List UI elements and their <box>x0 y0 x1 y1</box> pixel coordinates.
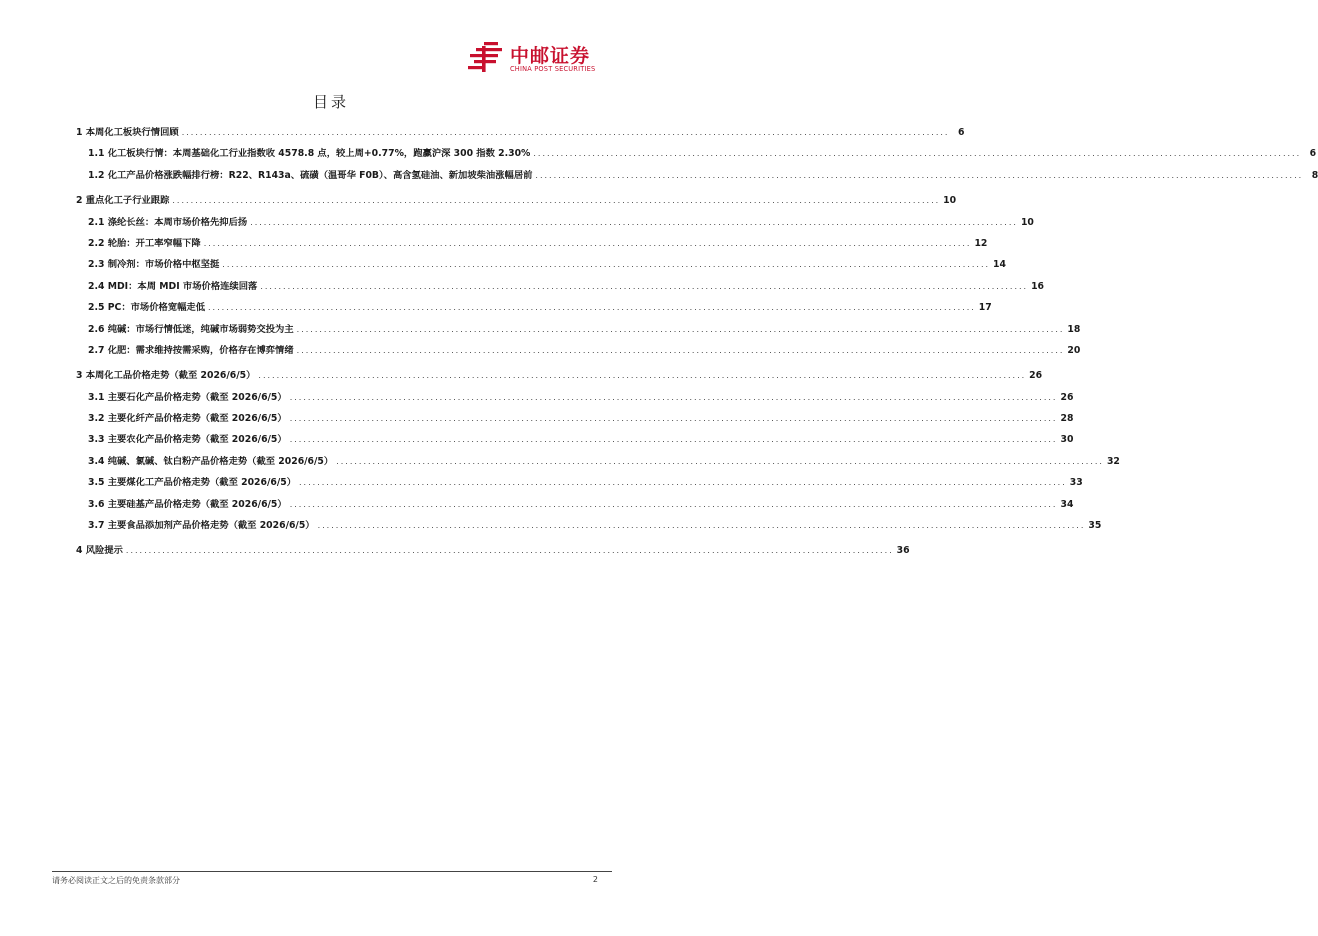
toc-page-number: 34 <box>1060 498 1074 510</box>
toc-dot-leader <box>297 344 1065 358</box>
toc-entry-title: 3.2 主要化纤产品价格走势（截至 2026/6/5） <box>88 413 287 425</box>
toc-page-number: 12 <box>974 237 988 249</box>
toc-dot-leader <box>336 455 1104 469</box>
toc-entry-title: 3 本周化工品价格走势（截至 2026/6/5） <box>76 370 256 382</box>
toc-subsection-entry[interactable] <box>76 280 1045 301</box>
toc-page-number: 30 <box>1060 434 1074 446</box>
toc-entry-title: 2.7 化肥：需求维持按需采购，价格存在博弈情绪 <box>88 344 294 356</box>
toc-dot-leader <box>172 194 940 208</box>
toc-page-number: 16 <box>1031 280 1045 292</box>
toc-dot-leader <box>290 412 1058 426</box>
brand-logo <box>466 40 616 74</box>
page-title: 目录 <box>312 93 349 111</box>
toc-subsection-entry[interactable] <box>76 237 988 258</box>
toc-page-number: 35 <box>1088 520 1102 532</box>
toc-subsection-entry[interactable] <box>76 216 1034 237</box>
toc-dot-leader <box>126 544 894 558</box>
toc-dot-leader <box>533 147 1301 161</box>
toc-page-number: 17 <box>978 302 992 314</box>
toc-page-number: 26 <box>1060 391 1074 403</box>
toc-page-number: 32 <box>1106 455 1120 467</box>
toc-page-number: 20 <box>1067 344 1081 356</box>
toc-page-number: 10 <box>1020 216 1034 228</box>
toc-dot-leader <box>250 216 1018 230</box>
toc-entry-title: 1 本周化工板块行情回顾 <box>76 127 179 138</box>
toc-entry-title: 2.4 MDI：本周 MDI 市场价格连续回落 <box>88 280 258 292</box>
footer-divider <box>52 871 612 872</box>
toc-dot-leader <box>222 258 990 272</box>
toc-entry-title: 2.3 制冷剂：市场价格中枢坚挺 <box>88 259 220 271</box>
brand-name-en: CHINA POST SECURITIES <box>510 65 596 73</box>
toc-subsection-entry[interactable] <box>76 323 1081 344</box>
toc-page-number: 18 <box>1067 323 1081 335</box>
toc-subsection-entry[interactable] <box>76 258 1006 279</box>
toc-page-number: 28 <box>1060 413 1074 425</box>
toc-page-number: 33 <box>1069 477 1083 489</box>
toc-dot-leader <box>318 519 1086 533</box>
toc-section-entry[interactable] <box>76 126 965 147</box>
toc-section-entry[interactable] <box>76 544 910 565</box>
toc-section-entry[interactable] <box>76 369 1043 390</box>
toc-dot-leader <box>258 369 1026 383</box>
toc-subsection-entry[interactable] <box>76 344 1081 365</box>
toc-dot-leader <box>535 169 1303 183</box>
toc-entry-title: 2.1 涤纶长丝：本周市场价格先抑后扬 <box>88 216 248 228</box>
toc-dot-leader <box>297 323 1065 337</box>
toc-page-number: 8 <box>1311 169 1318 181</box>
table-of-contents <box>76 126 1318 566</box>
toc-entry-title: 3.5 主要煤化工产品价格走势（截至 2026/6/5） <box>88 477 296 489</box>
toc-dot-leader <box>208 301 976 315</box>
brand-name-cn: 中邮证券 <box>510 45 591 67</box>
toc-subsection-entry[interactable] <box>76 498 1074 519</box>
toc-dot-leader <box>182 126 950 140</box>
toc-section-entry[interactable] <box>76 194 957 215</box>
toc-subsection-entry[interactable] <box>76 391 1074 412</box>
toc-entry-title: 2.2 轮胎：开工率窄幅下降 <box>88 237 201 249</box>
toc-entry-title: 3.7 主要食品添加剂产品价格走势（截至 2026/6/5） <box>88 520 315 532</box>
toc-subsection-entry[interactable] <box>76 519 1102 540</box>
toc-subsection-entry[interactable] <box>76 476 1083 497</box>
footer-page-number: 2 <box>592 875 598 884</box>
toc-dot-leader <box>260 280 1028 294</box>
toc-subsection-entry[interactable] <box>76 147 1317 168</box>
toc-dot-leader <box>290 433 1058 447</box>
toc-subsection-entry[interactable] <box>76 169 1318 190</box>
toc-entry-title: 1.1 化工板块行情：本周基础化工行业指数收 4578.8 点，较上周+0.77%，跑赢沪深 300 指数 2.30% <box>88 148 531 160</box>
china-post-logo-icon <box>466 40 506 74</box>
toc-entry-title: 2.5 PC：市场价格宽幅走低 <box>88 302 206 314</box>
toc-entry-title: 3.3 主要农化产品价格走势（截至 2026/6/5） <box>88 434 287 446</box>
toc-entry-title: 3.6 主要硅基产品价格走势（截至 2026/6/5） <box>88 498 287 510</box>
toc-page-number: 26 <box>1029 370 1043 382</box>
toc-entry-title: 3.4 纯碱、氯碱、钛白粉产品价格走势（截至 2026/6/5） <box>88 455 334 467</box>
toc-entry-title: 4 风险提示 <box>76 545 123 557</box>
toc-entry-title: 2.6 纯碱：市场行情低迷，纯碱市场弱势交投为主 <box>88 323 294 335</box>
toc-dot-leader <box>290 391 1058 405</box>
toc-subsection-entry[interactable] <box>76 455 1120 476</box>
toc-page-number: 10 <box>943 195 957 207</box>
toc-dot-leader <box>299 476 1067 490</box>
toc-page-number: 6 <box>957 127 965 138</box>
footer-disclaimer: 请务必阅读正文之后的免责条款部分 <box>52 876 180 885</box>
toc-entry-title: 2 重点化工子行业跟踪 <box>76 195 170 207</box>
toc-dot-leader <box>290 498 1058 512</box>
toc-page-number: 36 <box>896 545 910 557</box>
toc-page-number: 14 <box>993 259 1006 271</box>
toc-page-number: 6 <box>1309 148 1317 160</box>
toc-subsection-entry[interactable] <box>76 301 992 322</box>
toc-dot-leader <box>204 237 972 251</box>
toc-entry-title: 1.2 化工产品价格涨跌幅排行榜：R22、R143a、硫磺（温哥华 F0B）、高含氢硅油、新加坡柴油涨幅居前 <box>88 169 533 181</box>
toc-subsection-entry[interactable] <box>76 433 1074 454</box>
toc-entry-title: 3.1 主要石化产品价格走势（截至 2026/6/5） <box>88 391 287 403</box>
toc-subsection-entry[interactable] <box>76 412 1074 433</box>
